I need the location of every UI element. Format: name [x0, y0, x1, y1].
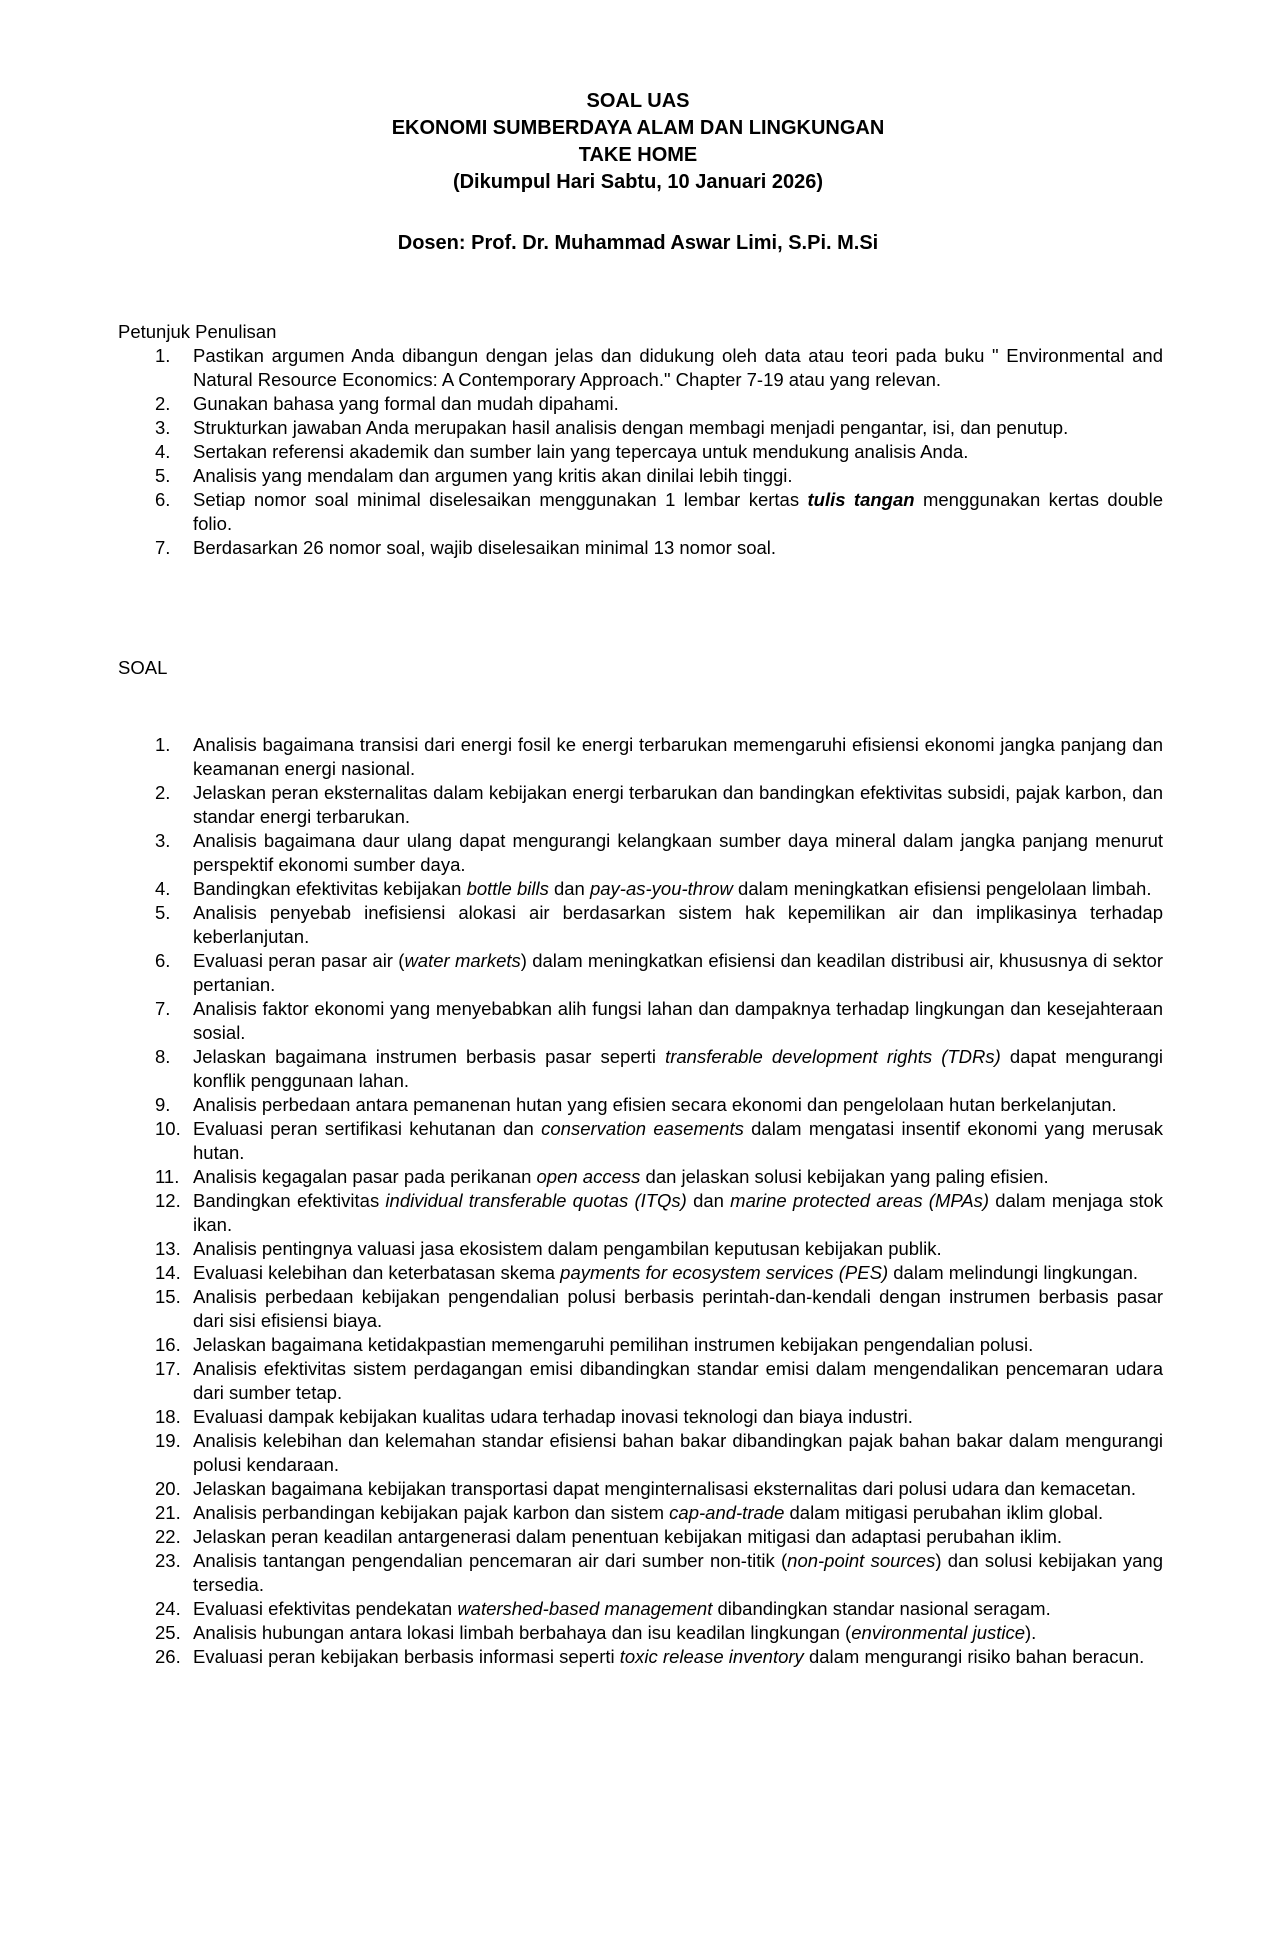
- item-text: dan jelaskan solusi kebijakan yang paling efisien.: [640, 1166, 1049, 1187]
- question-item: [0, 1165, 1276, 1189]
- item-text: Jelaskan bagaimana ketidakpastian memengaruhi pemilihan instrumen kebijakan pengendalian polusi.: [193, 1334, 1034, 1355]
- item-number: 26.: [155, 1646, 181, 1667]
- item-text: Analisis penyebab inefisiensi alokasi air berdasarkan sistem hak kepemilikan air dan implikasinya terhadap keberlanjutan.: [193, 902, 1163, 947]
- emphasized-text: tulis tangan: [807, 489, 915, 510]
- question-item: [0, 1261, 1276, 1285]
- item-number: 14.: [155, 1262, 181, 1283]
- item-text: Strukturkan jawaban Anda merupakan hasil analisis dengan membagi menjadi pengantar, isi, dan penutup.: [193, 417, 1069, 438]
- emphasized-text: conservation easements: [541, 1118, 744, 1139]
- item-number: 12.: [155, 1190, 181, 1211]
- question-item: [0, 829, 1276, 877]
- emphasized-text: payments for ecosystem services (PES): [560, 1262, 889, 1283]
- item-number: 11.: [155, 1166, 180, 1187]
- question-item: [0, 1045, 1276, 1093]
- question-item: [0, 1189, 1276, 1237]
- emphasized-text: transferable development rights (TDRs): [665, 1046, 1001, 1067]
- item-text: Analisis efektivitas sistem perdagangan emisi dibandingkan standar emisi dalam mengendalikan pencemaran udara dari sumber tetap.: [193, 1358, 1163, 1403]
- item-text: menggunakan kertas double folio.: [193, 489, 1163, 534]
- lecturer: Dosen: Prof. Dr. Muhammad Aswar Limi, S.Pi. M.Si: [397, 232, 879, 254]
- item-text: Jelaskan peran eksternalitas dalam kebijakan energi terbarukan dan bandingkan efektivitas subsidi, pajak karbon, dan standar energi terbarukan.: [193, 782, 1163, 827]
- question-item: [0, 781, 1276, 829]
- item-text: dalam mengatasi insentif ekonomi yang merusak hutan.: [193, 1118, 1163, 1163]
- question-item: [0, 733, 1276, 781]
- question-item: [0, 1645, 1276, 1669]
- emphasized-text: pay-as-you-throw: [589, 878, 733, 899]
- item-text: Bandingkan efektivitas: [193, 1190, 386, 1211]
- emphasized-text: non-point sources: [787, 1550, 936, 1571]
- item-text: ) dan solusi kebijakan yang tersedia.: [193, 1550, 1164, 1595]
- item-text: Evaluasi peran kebijakan berbasis informasi seperti: [193, 1646, 620, 1667]
- item-number: 3.: [155, 417, 171, 438]
- item-text: dibandingkan standar nasional seragam.: [712, 1598, 1051, 1619]
- emphasized-text: environmental justice: [851, 1622, 1026, 1643]
- item-text: Analisis hubungan antara lokasi limbah berbahaya dan isu keadilan lingkungan (: [193, 1622, 852, 1643]
- item-text: dan: [548, 878, 590, 899]
- item-text: Analisis perbedaan antara pemanenan hutan yang efisien secara ekonomi dan pengelolaan hutan berkelanjutan.: [193, 1094, 1117, 1115]
- question-item: [0, 1501, 1276, 1525]
- item-text: Analisis perbedaan kebijakan pengendalian polusi berbasis perintah-dan-kendali dengan instrumen berbasis pasar dari sisi efisiensi biaya.: [193, 1286, 1163, 1331]
- question-item: [0, 1117, 1276, 1165]
- item-text: Analisis yang mendalam dan argumen yang kritis akan dinilai lebih tinggi.: [193, 465, 793, 486]
- question-item: [0, 1405, 1276, 1429]
- question-item: [0, 949, 1276, 997]
- item-text: Setiap nomor soal minimal diselesaikan menggunakan 1 lembar kertas: [193, 489, 808, 510]
- exam-title: SOAL UAS: [586, 90, 690, 112]
- instructions-list: [0, 344, 1276, 560]
- emphasized-text: watershed-based management: [457, 1598, 713, 1619]
- question-item: [0, 1621, 1276, 1645]
- item-text: Analisis bagaimana transisi dari energi fosil ke energi terbarukan memengaruhi efisiensi ekonomi jangka panjang dan keamanan energi nasional.: [193, 734, 1163, 779]
- item-text: Bandingkan efektivitas kebijakan: [193, 878, 467, 899]
- item-text: Analisis bagaimana daur ulang dapat mengurangi kelangkaan sumber daya mineral dalam jangka panjang menurut perspektif ekonomi sumber daya.: [193, 830, 1163, 875]
- question-item: [0, 877, 1276, 901]
- item-number: 4.: [155, 878, 171, 899]
- item-text: Evaluasi kelebihan dan keterbatasan skema: [193, 1262, 561, 1283]
- instructions-heading: Petunjuk Penulisan: [118, 321, 277, 342]
- item-text: dalam mengurangi risiko bahan beracun.: [803, 1646, 1145, 1667]
- item-text: Evaluasi peran pasar air (: [193, 950, 405, 971]
- instruction-item: [0, 344, 1276, 392]
- instruction-item: [0, 440, 1276, 464]
- item-text: Evaluasi dampak kebijakan kualitas udara terhadap inovasi teknologi dan biaya industri.: [193, 1406, 913, 1427]
- item-number: 5.: [155, 902, 171, 923]
- item-number: 25.: [155, 1622, 181, 1643]
- item-text: Gunakan bahasa yang formal dan mudah dipahami.: [193, 393, 619, 414]
- item-number: 16.: [155, 1334, 181, 1355]
- item-number: 24.: [155, 1598, 181, 1619]
- item-text: Pastikan argumen Anda dibangun dengan jelas dan didukung oleh data atau teori pada buku " Environmental and Natural Resource Economics: A Contemporary Approach." Chapter 7-19 atau yang relevan.: [193, 345, 1163, 390]
- document-header: [0, 88, 1276, 257]
- item-text: Jelaskan bagaimana instrumen berbasis pasar seperti: [193, 1046, 666, 1067]
- item-number: 4.: [155, 441, 171, 462]
- item-text: Analisis tantangan pengendalian pencemaran air dari sumber non-titik (: [193, 1550, 788, 1571]
- item-text: ) dalam meningkatkan efisiensi dan keadilan distribusi air, khususnya di sektor pertanian.: [193, 950, 1163, 995]
- item-number: 19.: [155, 1430, 181, 1451]
- item-text: Analisis kelebihan dan kelemahan standar efisiensi bahan bakar dibandingkan pajak bahan bakar dalam mengurangi polusi kendaraan.: [193, 1430, 1163, 1475]
- question-item: [0, 1549, 1276, 1597]
- item-text: Jelaskan peran keadilan antargenerasi dalam penentuan kebijakan mitigasi dan adaptasi perubahan iklim.: [193, 1526, 1063, 1547]
- question-item: [0, 1429, 1276, 1477]
- emphasized-text: toxic release inventory: [619, 1646, 804, 1667]
- question-item: [0, 997, 1276, 1045]
- item-number: 22.: [155, 1526, 181, 1547]
- item-text: dalam melindungi lingkungan.: [888, 1262, 1139, 1283]
- instruction-item: [0, 464, 1276, 488]
- item-number: 1.: [155, 345, 171, 366]
- question-item: [0, 1237, 1276, 1261]
- item-number: 20.: [155, 1478, 181, 1499]
- question-item: [0, 1093, 1276, 1117]
- item-text: Jelaskan bagaimana kebijakan transportasi dapat menginternalisasi eksternalitas dari polusi udara dan kemacetan.: [193, 1478, 1137, 1499]
- emphasized-text: water markets: [404, 950, 521, 971]
- question-item: [0, 1477, 1276, 1501]
- item-number: 17.: [155, 1358, 181, 1379]
- emphasized-text: individual transferable quotas (ITQs): [385, 1190, 687, 1211]
- instruction-item: [0, 488, 1276, 536]
- item-text: dalam menjaga stok ikan.: [193, 1190, 1164, 1235]
- question-item: [0, 1597, 1276, 1621]
- item-text: Analisis pentingnya valuasi jasa ekosistem dalam pengambilan keputusan kebijakan publik.: [193, 1238, 942, 1259]
- item-number: 21.: [155, 1502, 181, 1523]
- item-number: 5.: [155, 465, 171, 486]
- question-item: [0, 1285, 1276, 1333]
- item-text: Evaluasi peran sertifikasi kehutanan dan: [193, 1118, 542, 1139]
- item-text: ).: [1025, 1622, 1037, 1643]
- question-item: [0, 1357, 1276, 1405]
- item-number: 2.: [155, 782, 171, 803]
- questions-list: [0, 733, 1276, 1669]
- questions-heading: SOAL: [118, 657, 168, 678]
- emphasized-text: open access: [536, 1166, 641, 1187]
- item-number: 18.: [155, 1406, 181, 1427]
- exam-type: TAKE HOME: [578, 144, 698, 166]
- item-number: 7.: [155, 998, 171, 1019]
- question-item: [0, 1333, 1276, 1357]
- item-text: dapat mengurangi konflik penggunaan lahan.: [193, 1046, 1163, 1091]
- item-number: 9.: [155, 1094, 171, 1115]
- instruction-item: [0, 416, 1276, 440]
- item-number: 10.: [155, 1118, 181, 1139]
- item-number: 7.: [155, 537, 171, 558]
- course-title: EKONOMI SUMBERDAYA ALAM DAN LINGKUNGAN: [391, 117, 885, 139]
- item-number: 1.: [155, 734, 171, 755]
- item-number: 2.: [155, 393, 171, 414]
- item-text: dalam meningkatkan efisiensi pengelolaan limbah.: [732, 878, 1152, 899]
- item-text: Berdasarkan 26 nomor soal, wajib diselesaikan minimal 13 nomor soal.: [193, 537, 777, 558]
- item-text: dalam mitigasi perubahan iklim global.: [784, 1502, 1104, 1523]
- item-number: 6.: [155, 489, 171, 510]
- emphasized-text: cap-and-trade: [669, 1502, 785, 1523]
- item-number: 23.: [155, 1550, 181, 1571]
- item-text: Analisis perbandingan kebijakan pajak karbon dan sistem: [193, 1502, 670, 1523]
- emphasized-text: marine protected areas (MPAs): [730, 1190, 990, 1211]
- question-item: [0, 1525, 1276, 1549]
- deadline: (Dikumpul Hari Sabtu, 10 Januari 2026): [452, 171, 824, 193]
- item-text: Analisis faktor ekonomi yang menyebabkan alih fungsi lahan dan dampaknya terhadap lingkungan dan kesejahteraan sosial.: [193, 998, 1163, 1043]
- question-item: [0, 901, 1276, 949]
- item-number: 3.: [155, 830, 171, 851]
- item-number: 13.: [155, 1238, 181, 1259]
- item-text: dan: [686, 1190, 731, 1211]
- emphasized-text: bottle bills: [466, 878, 549, 899]
- instruction-item: [0, 536, 1276, 560]
- item-text: Analisis kegagalan pasar pada perikanan: [193, 1166, 537, 1187]
- instruction-item: [0, 392, 1276, 416]
- item-number: 15.: [155, 1286, 181, 1307]
- item-number: 8.: [155, 1046, 171, 1067]
- item-text: Sertakan referensi akademik dan sumber lain yang tepercaya untuk mendukung analisis Anda.: [193, 441, 969, 462]
- item-number: 6.: [155, 950, 171, 971]
- item-text: Evaluasi efektivitas pendekatan: [193, 1598, 458, 1619]
